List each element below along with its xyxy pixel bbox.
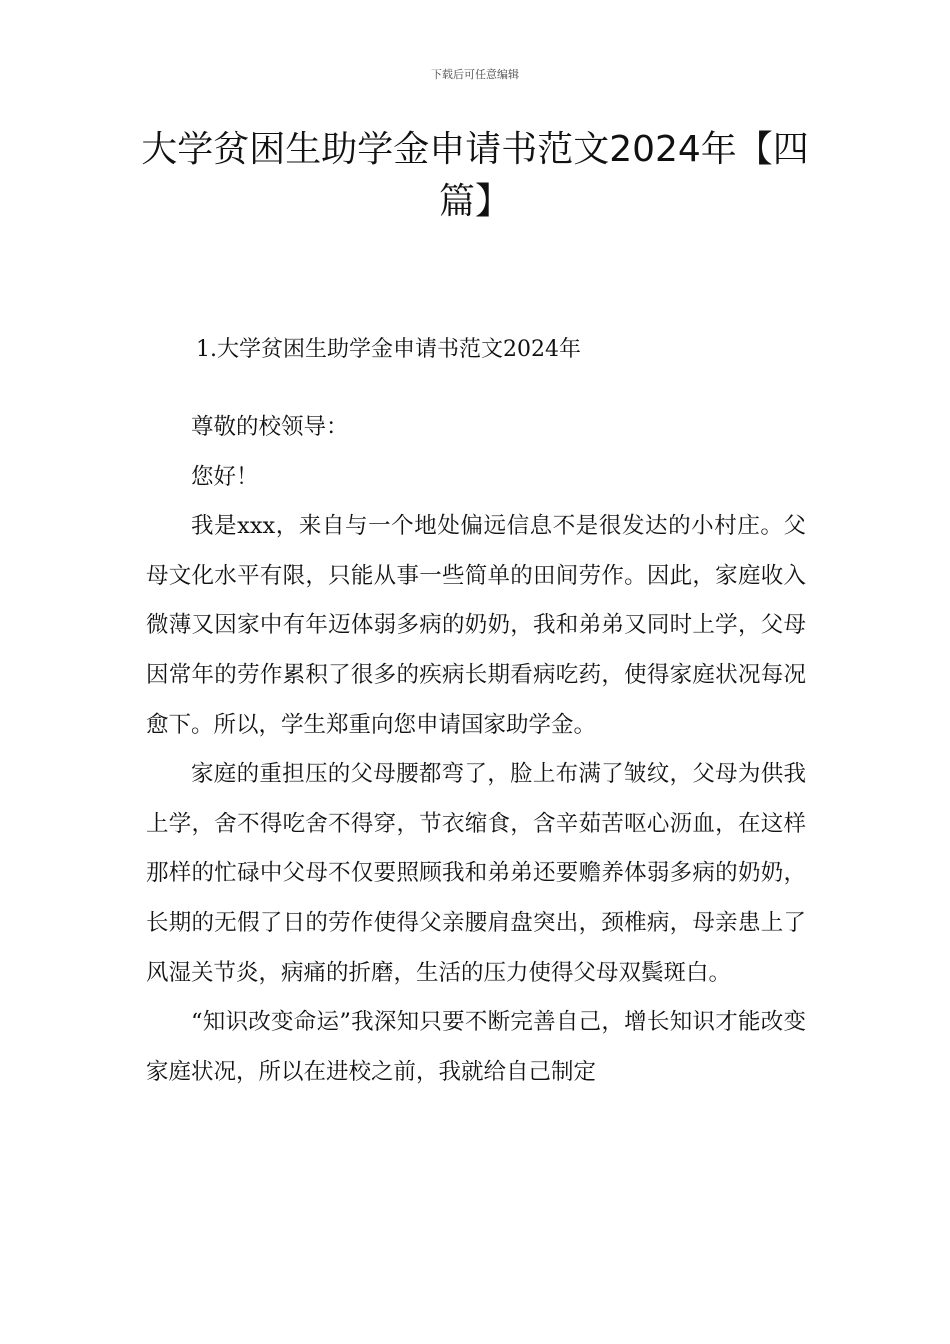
body-paragraph: 我是xxx，来自与一个地处偏远信息不是很发达的小村庄。父母文化水平有限，只能从事一些简单的田间劳作。因此，家庭收入微薄又因家中有年迈体弱多病的奶奶，我和弟弟又同时上学，父母因常年的劳作累积了很多的疾病长期看病吃药，使得家庭状况每况愈下。所以，学生郑重向您申请国家助学金。 — [146, 513, 806, 738]
greeting: 您好！ — [191, 463, 259, 490]
body-paragraph: “知识改变命运”我深知只要不断完善自己，增长知识才能改变家庭状况，所以在进校之前，我就给自己制定 — [146, 1009, 806, 1085]
section-heading: 1.大学贫困生助学金申请书范文2024年 — [196, 337, 581, 362]
body-paragraph: 家庭的重担压的父母腰都弯了，脸上布满了皱纹，父母为供我上学，舍不得吃舍不得穿，节衣缩食，含辛茹苦呕心沥血，在这样那样的忙碌中父母不仅要照顾我和弟弟还要赡养体弱多病的奶奶，长期的无假了日的劳作使得父亲腰肩盘突出，颈椎病，母亲患上了风湿关节炎，病痛的折磨，生活的压力使得父母双鬓斑白。 — [146, 761, 806, 986]
document-body — [146, 403, 806, 1097]
header-note: 下载后可任意编辑 — [431, 68, 519, 81]
document-title: 大学贫困生助学金申请书范文2024年【四篇】 — [141, 129, 809, 222]
salutation: 尊敬的校领导： — [191, 414, 349, 440]
